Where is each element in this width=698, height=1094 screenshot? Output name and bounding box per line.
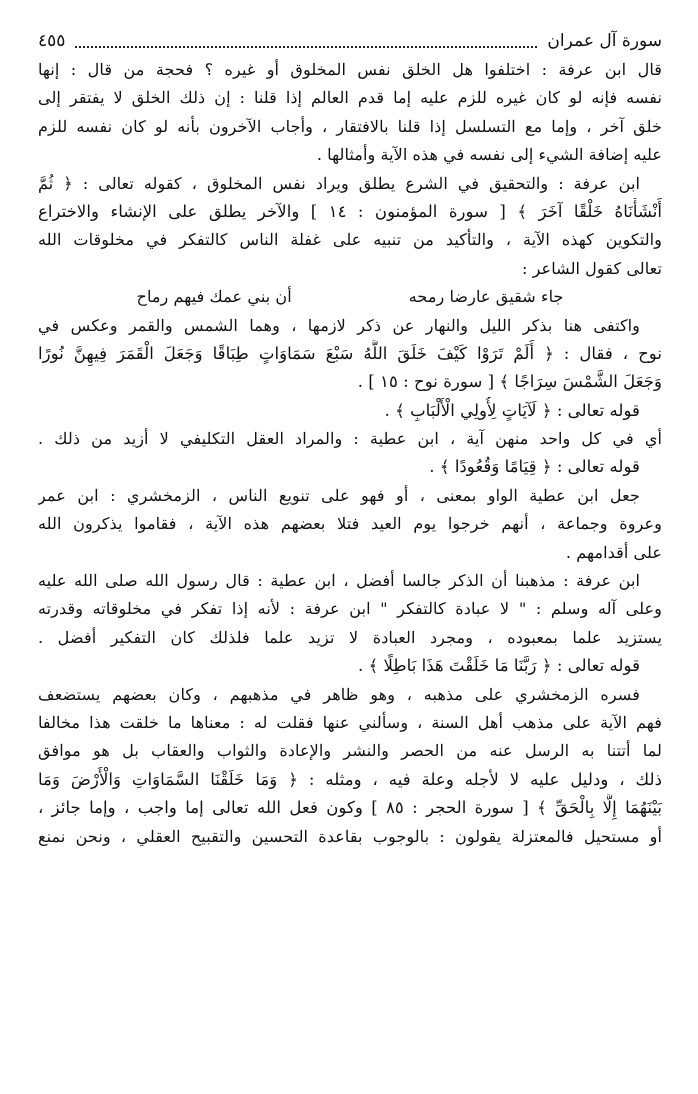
text-line: وَجَعَلَ الشَّمْسَ سِرَاجًا ﴾ [ سورة نوح : ١٥ ] .	[357, 372, 662, 392]
text-line: يستزيد علما بمعبوده ، ومجرد العبادة لا تزيد علما فلذلك كان التفكير أفضل .	[38, 627, 662, 647]
page-body	[38, 56, 662, 851]
text-line: خلق آخر ، وإما مع التسلسل إذا قلنا بالافتقار ، وأجاب الآخرون بأنه لو كان نفسه للزم	[38, 116, 662, 136]
text-line: ذلك ، ودليل عليه لا لأجله وعلة فيه ، ومثله : ﴿ وَمَا خَلَقْنَا السَّمَاوَاتِ وَالْأَرْضَ وَمَا	[38, 769, 662, 789]
poetry-verse	[38, 283, 662, 311]
text-line: جعل ابن عطية الواو بمعنى ، أو فهو على تنويع الناس ، الزمخشري : ابن عمر	[38, 485, 640, 505]
text-line: لما أتتنا به الرسل عنه من الحصر والنشر والإعادة والثواب والعقاب بل هو موافق	[38, 741, 662, 761]
text-line: قوله تعالى : ﴿ قِيَامًا وَقُعُودًا ﴾ .	[429, 457, 640, 477]
page-number: ٤٥٥	[38, 31, 66, 51]
text-line: ابن عرفة : مذهبنا أن الذكر جالسا أفضل ، ابن عطية : قال رسول الله صلى الله عليه	[38, 571, 640, 591]
page-header	[38, 26, 662, 56]
text-line: قوله تعالى : ﴿ رَبَّنَا مَا خَلَقْتَ هَذَا بَاطِلًا ﴾ .	[357, 656, 640, 676]
header-dotted-leader	[75, 34, 537, 48]
text-line: أَنْشَأْنَاهُ خَلْقًا آخَرَ ﴾ [ سورة المؤمنون : ١٤ ] والآخر يطلق على الإنشاء والاختراع	[38, 201, 662, 221]
text-line: أو مستحيل فالمعتزلة يقولون : بالوجوب بقاعدة التحسين والتقبيح العقلي ، ونحن نمنع	[38, 826, 662, 846]
surah-title: سورة آل عمران	[547, 31, 662, 51]
text-line: فسره الزمخشري على مذهبه ، وهو ظاهر في مذهبهم ، وكان بعضهم يستضعف	[38, 684, 640, 704]
poetry-hemistich-left: أن بني عمك فيهم رماح	[136, 287, 292, 307]
text-line: ابن عرفة : والتحقيق في الشرع يطلق ويراد نفس المخلوق ، كقوله تعالى : ﴿ ثُمَّ	[38, 173, 640, 193]
text-line: أي في كل واحد منهن آية ، ابن عطية : والمراد العقل التكليفي لا أزيد من ذلك .	[38, 429, 662, 449]
text-line: واكتفى هنا بذكر الليل والنهار عن ذكر لازمها ، وهما الشمس والقمر وعكس في	[38, 315, 640, 335]
text-line: والتكوين كهذه الآية ، والتأكيد من تنبيه على غفلة الناس كالتفكر في مخلوقات الله	[38, 230, 662, 250]
text-line: بَيْنَهُمَا إِلَّا بِالْحَقِّ ﴾ [ سورة الحجر : ٨٥ ] وكون فعل الله تعالى إما واجب ، وإما جائز ،	[38, 798, 662, 818]
text-line: عليه إضافة الشيء إلى نفسه في هذه الآية وأمثالها .	[316, 145, 662, 165]
text-line: وعلى آله وسلم : " لا عبادة كالتفكر " ابن عرفة : لأنه إذا تفكر في مخلوقاته وقدرته	[38, 599, 662, 619]
text-line: نفسه فإنه لو كان غيره للزم عليه إما قدم العالم إذا قلنا : إن ذلك الخلق لا يفتقر إلى	[38, 88, 662, 108]
text-line: قوله تعالى : ﴿ لَآيَاتٍ لِأُولِي الْأَلْبَابِ ﴾ .	[384, 400, 640, 420]
book-page	[38, 26, 662, 851]
text-line: فهم الآية على مذهب أهل السنة ، وسألني عنها فقلت له : معناها ما خلقت هذا مخالفا	[38, 712, 662, 732]
text-line: تعالى كقول الشاعر :	[522, 258, 662, 278]
text-line: على أقدامهم .	[565, 542, 662, 562]
text-line: نوح ، فقال : ﴿ أَلَمْ تَرَوْا كَيْفَ خَلَقَ اللَّهُ سَبْعَ سَمَاوَاتٍ طِبَاقًا وَجَعَلَ الْقَمَرَ فِيهِنَّ نُورًا	[38, 343, 662, 363]
text-line: وعروة وجماعة ، أنهم خرجوا يوم العيد فتلا بعضهم هذه الآية ، فقاموا يذكرون الله	[38, 514, 662, 534]
text-line: قال ابن عرفة : اختلفوا هل الخلق نفس المخلوق أو غيره ؟ فحجة من قال : إنها	[38, 60, 662, 79]
poetry-hemistich-right: جاء شقيق عارضا رمحه	[408, 287, 564, 307]
